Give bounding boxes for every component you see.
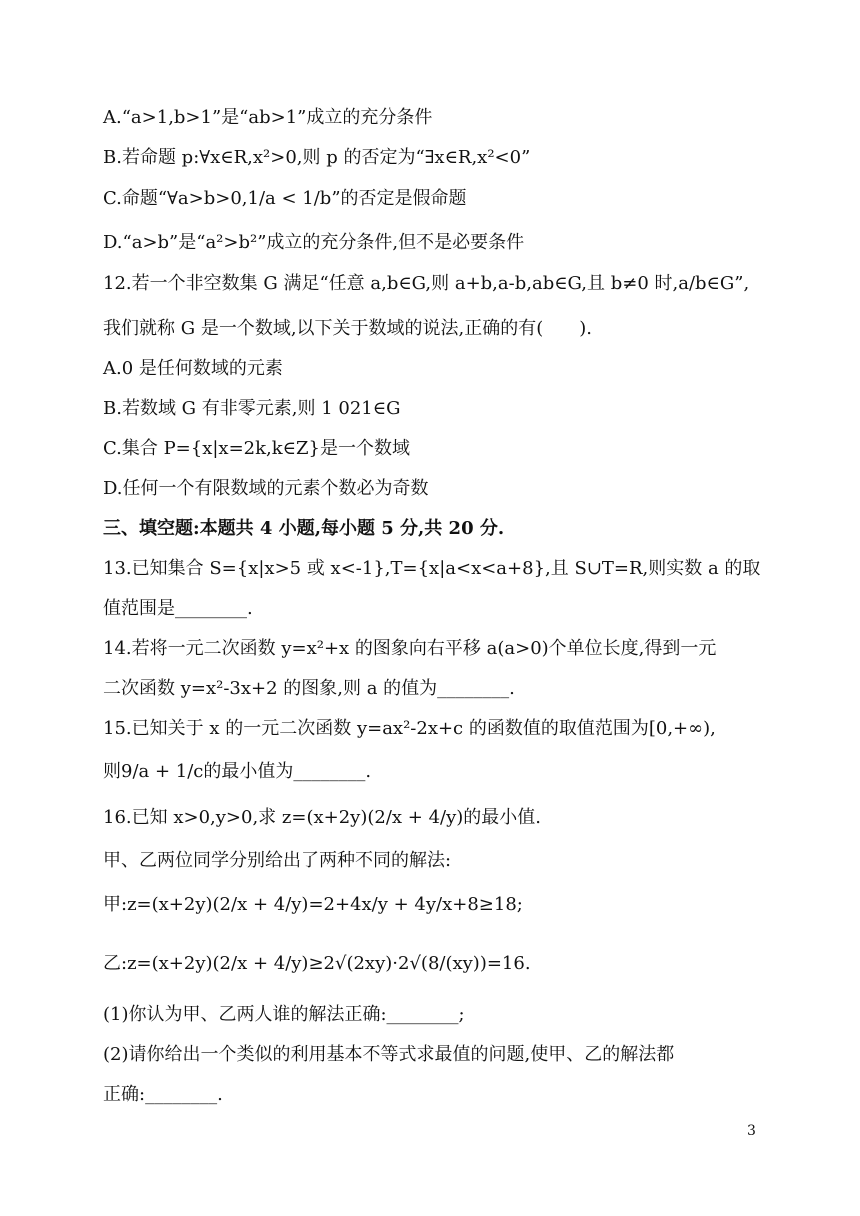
solution-yi: 乙:z=(x+2y)(2/x + 4/y)≥2√(2xy)·2√(8/(xy))=16.	[103, 953, 531, 974]
question-12-line2: 我们就称 G 是一个数域,以下关于数域的说法,正确的有( ).	[103, 318, 593, 339]
option-12a: A.0 是任何数域的元素	[103, 358, 283, 379]
question-15-line1: 15.已知关于 x 的一元二次函数 y=ax²-2x+c 的函数值的取值范围为[0,+∞),	[103, 718, 716, 739]
page-number: 3	[747, 1123, 756, 1139]
question-15-line2: 则9/a + 1/c的最小值为________.	[103, 761, 372, 782]
question-13-line1: 13.已知集合 S={x|x>5 或 x<-1},T={x|a<x<a+8},且 S∪T=R,则实数 a 的取	[103, 558, 761, 579]
question-12-line1: 12.若一个非空数集 G 满足“任意 a,b∈G,则 a+b,a-b,ab∈G,且 b≠0 时,a/b∈G”,	[103, 273, 750, 294]
question-16-part2-line2: 正确:________.	[103, 1084, 223, 1105]
question-14-line1: 14.若将一元二次函数 y=x²+x 的图象向右平移 a(a>0)个单位长度,得到一元	[103, 638, 717, 659]
solution-jia: 甲:z=(x+2y)(2/x + 4/y)=2+4x/y + 4y/x+8≥18;	[103, 894, 523, 915]
option-12d: D.任何一个有限数域的元素个数必为奇数	[103, 478, 429, 499]
option-11b: B.若命题 p:∀x∈R,x²>0,则 p 的否定为“∃x∈R,x²<0”	[103, 147, 531, 168]
question-16-line1: 16.已知 x>0,y>0,求 z=(x+2y)(2/x + 4/y)的最小值.	[103, 807, 542, 828]
option-12b: B.若数域 G 有非零元素,则 1 021∈G	[103, 398, 401, 419]
option-12c: C.集合 P={x|x=2k,k∈Z}是一个数域	[103, 438, 410, 459]
question-16-part2-line1: (2)请你给出一个类似的利用基本不等式求最值的问题,使甲、乙的解法都	[103, 1044, 675, 1065]
option-11d: D.“a>b”是“a²>b²”成立的充分条件,但不是必要条件	[103, 232, 525, 253]
section-heading: 三、填空题:本题共 4 小题,每小题 5 分,共 20 分.	[103, 518, 505, 539]
question-16-line2: 甲、乙两位同学分别给出了两种不同的解法:	[103, 850, 452, 871]
question-14-line2: 二次函数 y=x²-3x+2 的图象,则 a 的值为________.	[103, 678, 515, 699]
option-11c: C.命题“∀a>b>0,1/a < 1/b”的否定是假命题	[103, 188, 467, 209]
option-11a: A.“a>1,b>1”是“ab>1”成立的充分条件	[103, 107, 433, 128]
question-16-part1: (1)你认为甲、乙两人谁的解法正确:________;	[103, 1004, 465, 1025]
question-13-line2: 值范围是________.	[103, 598, 253, 619]
